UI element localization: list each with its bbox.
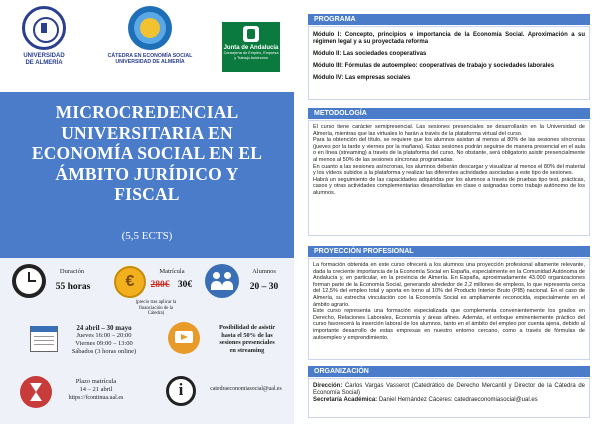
metodologia-p1: El curso tiene carácter semipresencial. Las sesiones presenciales se desarrollarán en la Universidad de Almería, mientras que las virtuales lo harán a través de la plataforma virtual del curso.	[313, 124, 585, 137]
course-credits: (5,5 ECTS)	[121, 230, 173, 242]
catedra-globe-icon	[128, 6, 172, 50]
schedule-thursday: Jueves 16:00 – 20:00	[76, 332, 132, 339]
fee-note	[118, 300, 194, 317]
course-title-line5: FISCAL	[114, 184, 180, 204]
junta-dept-line2: y Trabajo Autónomo	[234, 55, 268, 60]
metodologia-p3: En cuanto a las sesiones asíncronas, los alumnos deberán descargar y visualizar al menos el 80% del material y los vídeos subidos a la plataforma y realizar las diferentes actividades asociadas a este tipo de sesiones.	[313, 163, 585, 177]
ual-name-line2: DE ALMERÍA	[25, 60, 63, 66]
metodologia-p4: Habrá un seguimiento de las capacidades adquiridas por los alumnos a través de pruebas tipo test, prácticas, casos y otras actividades complementarias desarrolladas en clase o asignadas como trabajo autónomo de los alumnos.	[313, 176, 585, 196]
streaming-note-line3: sesiones presenciales	[219, 339, 275, 347]
metodologia-header: METODOLOGÍA	[308, 108, 590, 119]
proyeccion-p2: Este curso representa una formación especializada que complementa convenientemente los grados en Derecho, Relaciones Laborales, Economía y áreas afines. Además, el enfoque eminentemente práctico del curso favorecerá la inserción laboral de los alumnos, tanto en el ámbito del empleo por cuenta ajena, debido al importante desarrollo de estas empresas en nuestro entorno cercano, como a través de fórmulas de autoempleo y emprendimiento.	[313, 308, 585, 341]
proyeccion-p1: La formación obtenida en este curso ofrecerá a los alumnos una proyección profesional altamente relevante, dada la creciente importancia de la Economía Social en España, especialmente en la Comunidad Autónoma de Andalucía y, en particular, en la provincia de Almería. En España, aproximadamente 43.000 organizaciones forman parte de la Economía Social, generando alrededor de 2,2 millones de empleos, lo que representa cerca del 12,5% del empleo total y aporta en torno al 10% del Producto Interior Bruto (PIB) nacional. En el caso de Almería, su estrecha vinculación con la Economía Social es ampliamente reconocida, especialmente en el ámbito agrario.	[313, 262, 585, 308]
hero-banner	[0, 92, 294, 258]
clock-icon	[12, 264, 46, 298]
metodologia-body	[308, 120, 590, 236]
module-2: Módulo II: Las sociedades cooperativas	[313, 51, 427, 57]
fee-label: Matrícula	[159, 268, 185, 275]
course-title-line2: UNIVERSITARIA EN	[61, 122, 233, 143]
schedule-friday: Viernes 09:00 – 13:00	[75, 340, 133, 347]
module-4: Módulo IV: Las empresas sociales	[313, 75, 411, 81]
fee-note-line1: (precio tras aplicar la	[135, 300, 177, 305]
proyeccion-body	[308, 258, 590, 360]
streaming-icon	[168, 322, 200, 354]
ual-logo	[12, 6, 76, 67]
fee-note-line2: financiación de la	[138, 305, 174, 311]
fee-note-line3: Cátedra)	[147, 311, 165, 317]
fee-new-price: 30€	[177, 280, 193, 290]
info-icon: i	[166, 376, 196, 406]
catedra-logo	[94, 6, 206, 65]
ual-name-line1: UNIVERSIDAD	[23, 53, 65, 59]
streaming-note-line2: hasta el 50% de las	[221, 331, 273, 339]
course-title-line4: ÁMBITO JURÍDICO Y	[55, 163, 239, 184]
schedule-dates: 24 abril – 30 mayo	[76, 324, 132, 332]
proyeccion-header: PROYECCIÓN PROFESIONAL	[308, 246, 590, 257]
students-value: 20 – 30	[249, 282, 279, 292]
director-label: Dirección:	[313, 383, 343, 389]
ual-seal-icon	[22, 6, 66, 50]
students-icon	[205, 264, 239, 298]
enrolment-deadline	[54, 378, 138, 402]
fee-old-price: 280€	[150, 280, 170, 290]
logo-bar	[0, 0, 294, 92]
duration-value: 55 horas	[55, 282, 91, 292]
hourglass-icon	[20, 376, 52, 408]
deadline-dates: 14 – 21 abril	[79, 386, 113, 393]
catedra-name-line2: UNIVERSIDAD DE ALMERÍA	[115, 59, 185, 65]
schedule-saturday: Sábados (3 horas online)	[71, 348, 137, 355]
organizacion-body	[308, 378, 590, 418]
flyer-right-panel	[300, 0, 600, 424]
junta-emblem-icon	[243, 26, 259, 42]
streaming-note	[202, 324, 292, 354]
course-info	[0, 258, 294, 424]
metodologia-p2: Para la obtención del título, se requiere que los alumnos asistan al menos al 80% de las sesiones síncronas (jueves por la tarde y viernes por la mañana). Estas sesiones podrán seguirse de manera presencial en el aula o en línea (streaming) a través de la plataforma del curso. No obstante, será obligatorio asistir presencialmente al menos al 50% de las sesiones síncronas programadas.	[313, 137, 585, 163]
schedule	[66, 324, 142, 356]
director-value: Carlos Vargas Vasserot (Catedrático de Derecho Mercantil y Director de la Cátedra de Economía Social)	[313, 383, 585, 396]
euro-coin-icon: €	[114, 266, 146, 298]
flyer-left-panel	[0, 0, 294, 424]
secretary-value: Daniel Hernández Cáceres: catedraeconomiasocial@ual.es	[378, 397, 538, 403]
programa-header: PROGRAMA	[308, 14, 590, 25]
secretary-label: Secretaría Académica:	[313, 397, 378, 403]
programa-body	[308, 26, 590, 100]
course-title	[6, 102, 288, 205]
duration-label: Duración	[59, 268, 85, 275]
students-label: Alumnos	[252, 268, 276, 275]
course-title-line3: ECONOMÍA SOCIAL EN EL	[31, 143, 263, 163]
module-3: Módulo III: Fórmulas de autoempleo: cooperativas de trabajo y sociedades laborales	[313, 63, 555, 69]
junta-andalucia-logo	[222, 22, 280, 72]
junta-name: Junta de Andalucía	[223, 45, 279, 51]
streaming-note-line4: en streaming	[229, 346, 265, 354]
calendar-icon	[30, 326, 58, 352]
streaming-note-line1: Posibilidad de asistir	[219, 324, 275, 331]
junta-dept-line1: Consejería de Empleo, Empresa	[223, 51, 279, 55]
catedra-name-line1: CÁTEDRA EN ECONOMÍA SOCIAL	[107, 53, 193, 59]
contact-email[interactable]: catedraeconomiasocial@ual.es	[210, 386, 282, 392]
organizacion-header: ORGANIZACIÓN	[308, 366, 590, 377]
module-1: Módulo I: Concepto, principios e importancia de la Economía Social. Aproximación a su régimen legal y a su proyectada reforma	[313, 32, 585, 45]
course-title-line1: MICROCREDENCIAL	[55, 102, 239, 122]
deadline-label: Plazo matrícula	[75, 378, 117, 385]
enrolment-link[interactable]: https://fcontinua.ual.es	[68, 395, 124, 401]
